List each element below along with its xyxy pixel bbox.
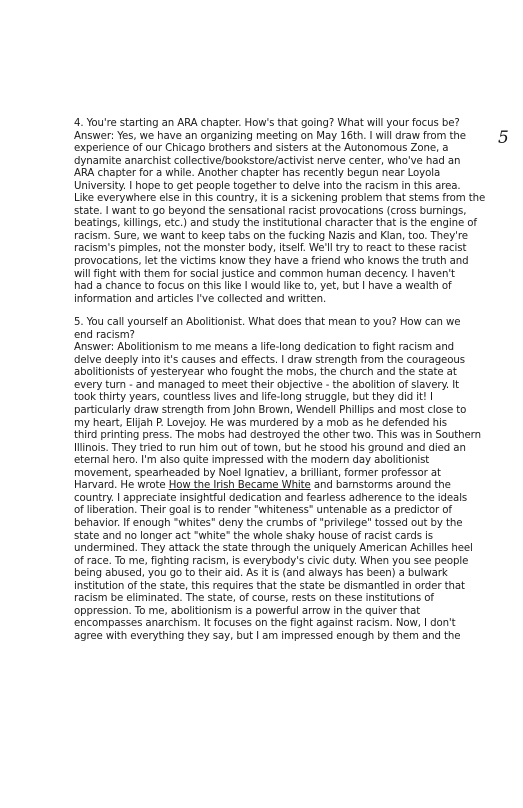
text-line: Like everywhere else in this country, it is a sickening problem that stems from the [74,193,486,205]
question-5-block [74,317,510,643]
text-fragment: Harvard. He wrote [74,480,169,492]
text-line: information and articles I've collected and written. [74,293,327,305]
text-line: beatings, killings, etc.) and study the institutional character that is the engine of [74,218,477,230]
text-line: abolitionists of yesteryear who fought the mobs, the church and the state at [74,367,457,379]
text-line: delve deeply into it's causes and effects. I draw strength from the courageous [74,354,465,366]
text-line: Answer: Yes, we have an organizing meeting on May 16th. I will draw from the [74,130,466,142]
text-line: Illinois. They tried to run him out of town, but he stood his ground and died an [74,442,466,454]
text-line: of race. To me, fighting racism, is everybody's civic duty. When you see people [74,555,469,567]
text-line: particularly draw strength from John Brown, Wendell Phillips and most close to [74,405,467,417]
text-line: of liberation. Their goal is to render "whiteness" untenable as a predictor of [74,505,452,517]
text-line: University. I hope to get people together to delve into the racism in this area. [74,180,461,192]
text-line: institution of the state, this requires that the state be dismantled in order that [74,580,465,592]
text-line: every turn - and managed to meet their objective - the abolition of slavery. It [74,379,459,391]
text-line: state. I want to go beyond the sensational racist provocations (cross burnings, [74,205,467,217]
text-line: provocations, let the victims know they have a friend who knows the truth and [74,256,469,268]
text-line: took thirty years, countless lives and life-long struggle, but they did it! I [74,392,433,404]
text-line: will fight with them for social justice and common human decency. I haven't [74,268,455,280]
text-line: being abused, you go to their aid. As it is (and always has been) a bulwark [74,568,448,580]
text-line: experience of our Chicago brothers and sisters at the Autonomous Zone, a [74,143,449,155]
text-line: undermined. They attack the state through the uniquely American Achilles heel [74,543,473,555]
text-line: racism's pimples, not the monster body, itself. We'll try to react to these racist [74,243,467,255]
text-line: end racism? [74,329,135,341]
text-line: state and no longer act "white" the whole shaky house of racist cards is [74,530,433,542]
text-line: agree with everything they say, but I am impressed enough by them and the [74,630,461,642]
text-line: ARA chapter for a while. Another chapter has recently begun near Loyola [74,168,441,180]
text-line: movement, spearheaded by Noel Ignatiev, a brilliant, former professor at [74,467,441,479]
text-line: oppression. To me, abolitionism is a powerful arrow in the quiver that [74,605,421,617]
question-4-block [74,118,510,306]
text-line: country. I appreciate insightful dedication and fearless adherence to the ideals [74,492,468,504]
text-line: 4. You're starting an ARA chapter. How's that going? What will your focus be? [74,118,460,129]
text-line-with-book-title [74,480,510,493]
book-title: How the Irish Became White [168,480,311,492]
text-line: had a chance to focus on this like I would like to, yet, but I have a wealth of [74,281,452,293]
text-line: eternal hero. I'm also quite impressed with the modern day abolitionist [74,455,430,467]
text-line: 5. You call yourself an Abolitionist. What does that mean to you? How can we [74,317,461,329]
text-line: racism be eliminated. The state, of course, rests on these institutions of [74,593,434,605]
text-fragment: and barnstorms around the [310,480,451,492]
text-line: Answer: Abolitionism to me means a life-long dedication to fight racism and [74,342,455,354]
paragraph-gap [74,306,510,317]
text-line: racism. Sure, we want to keep tabs on the fucking Nazis and Klan, too. They're [74,230,468,242]
text-line: dynamite anarchist collective/bookstore/activist nerve center, who've had an [74,155,461,167]
text-line: my heart, Elijah P. Lovejoy. He was murdered by a mob as he defended his [74,417,447,429]
document-body [74,118,510,643]
text-line: behavior. If enough "whites" deny the crumbs of "privilege" tossed out by the [74,517,463,529]
text-line: encompasses anarchism. It focuses on the fight against racism. Now, I don't [74,618,456,630]
page-number: 5 [498,128,509,148]
text-line: third printing press. The mobs had destroyed the other two. This was in Southern [74,430,481,442]
